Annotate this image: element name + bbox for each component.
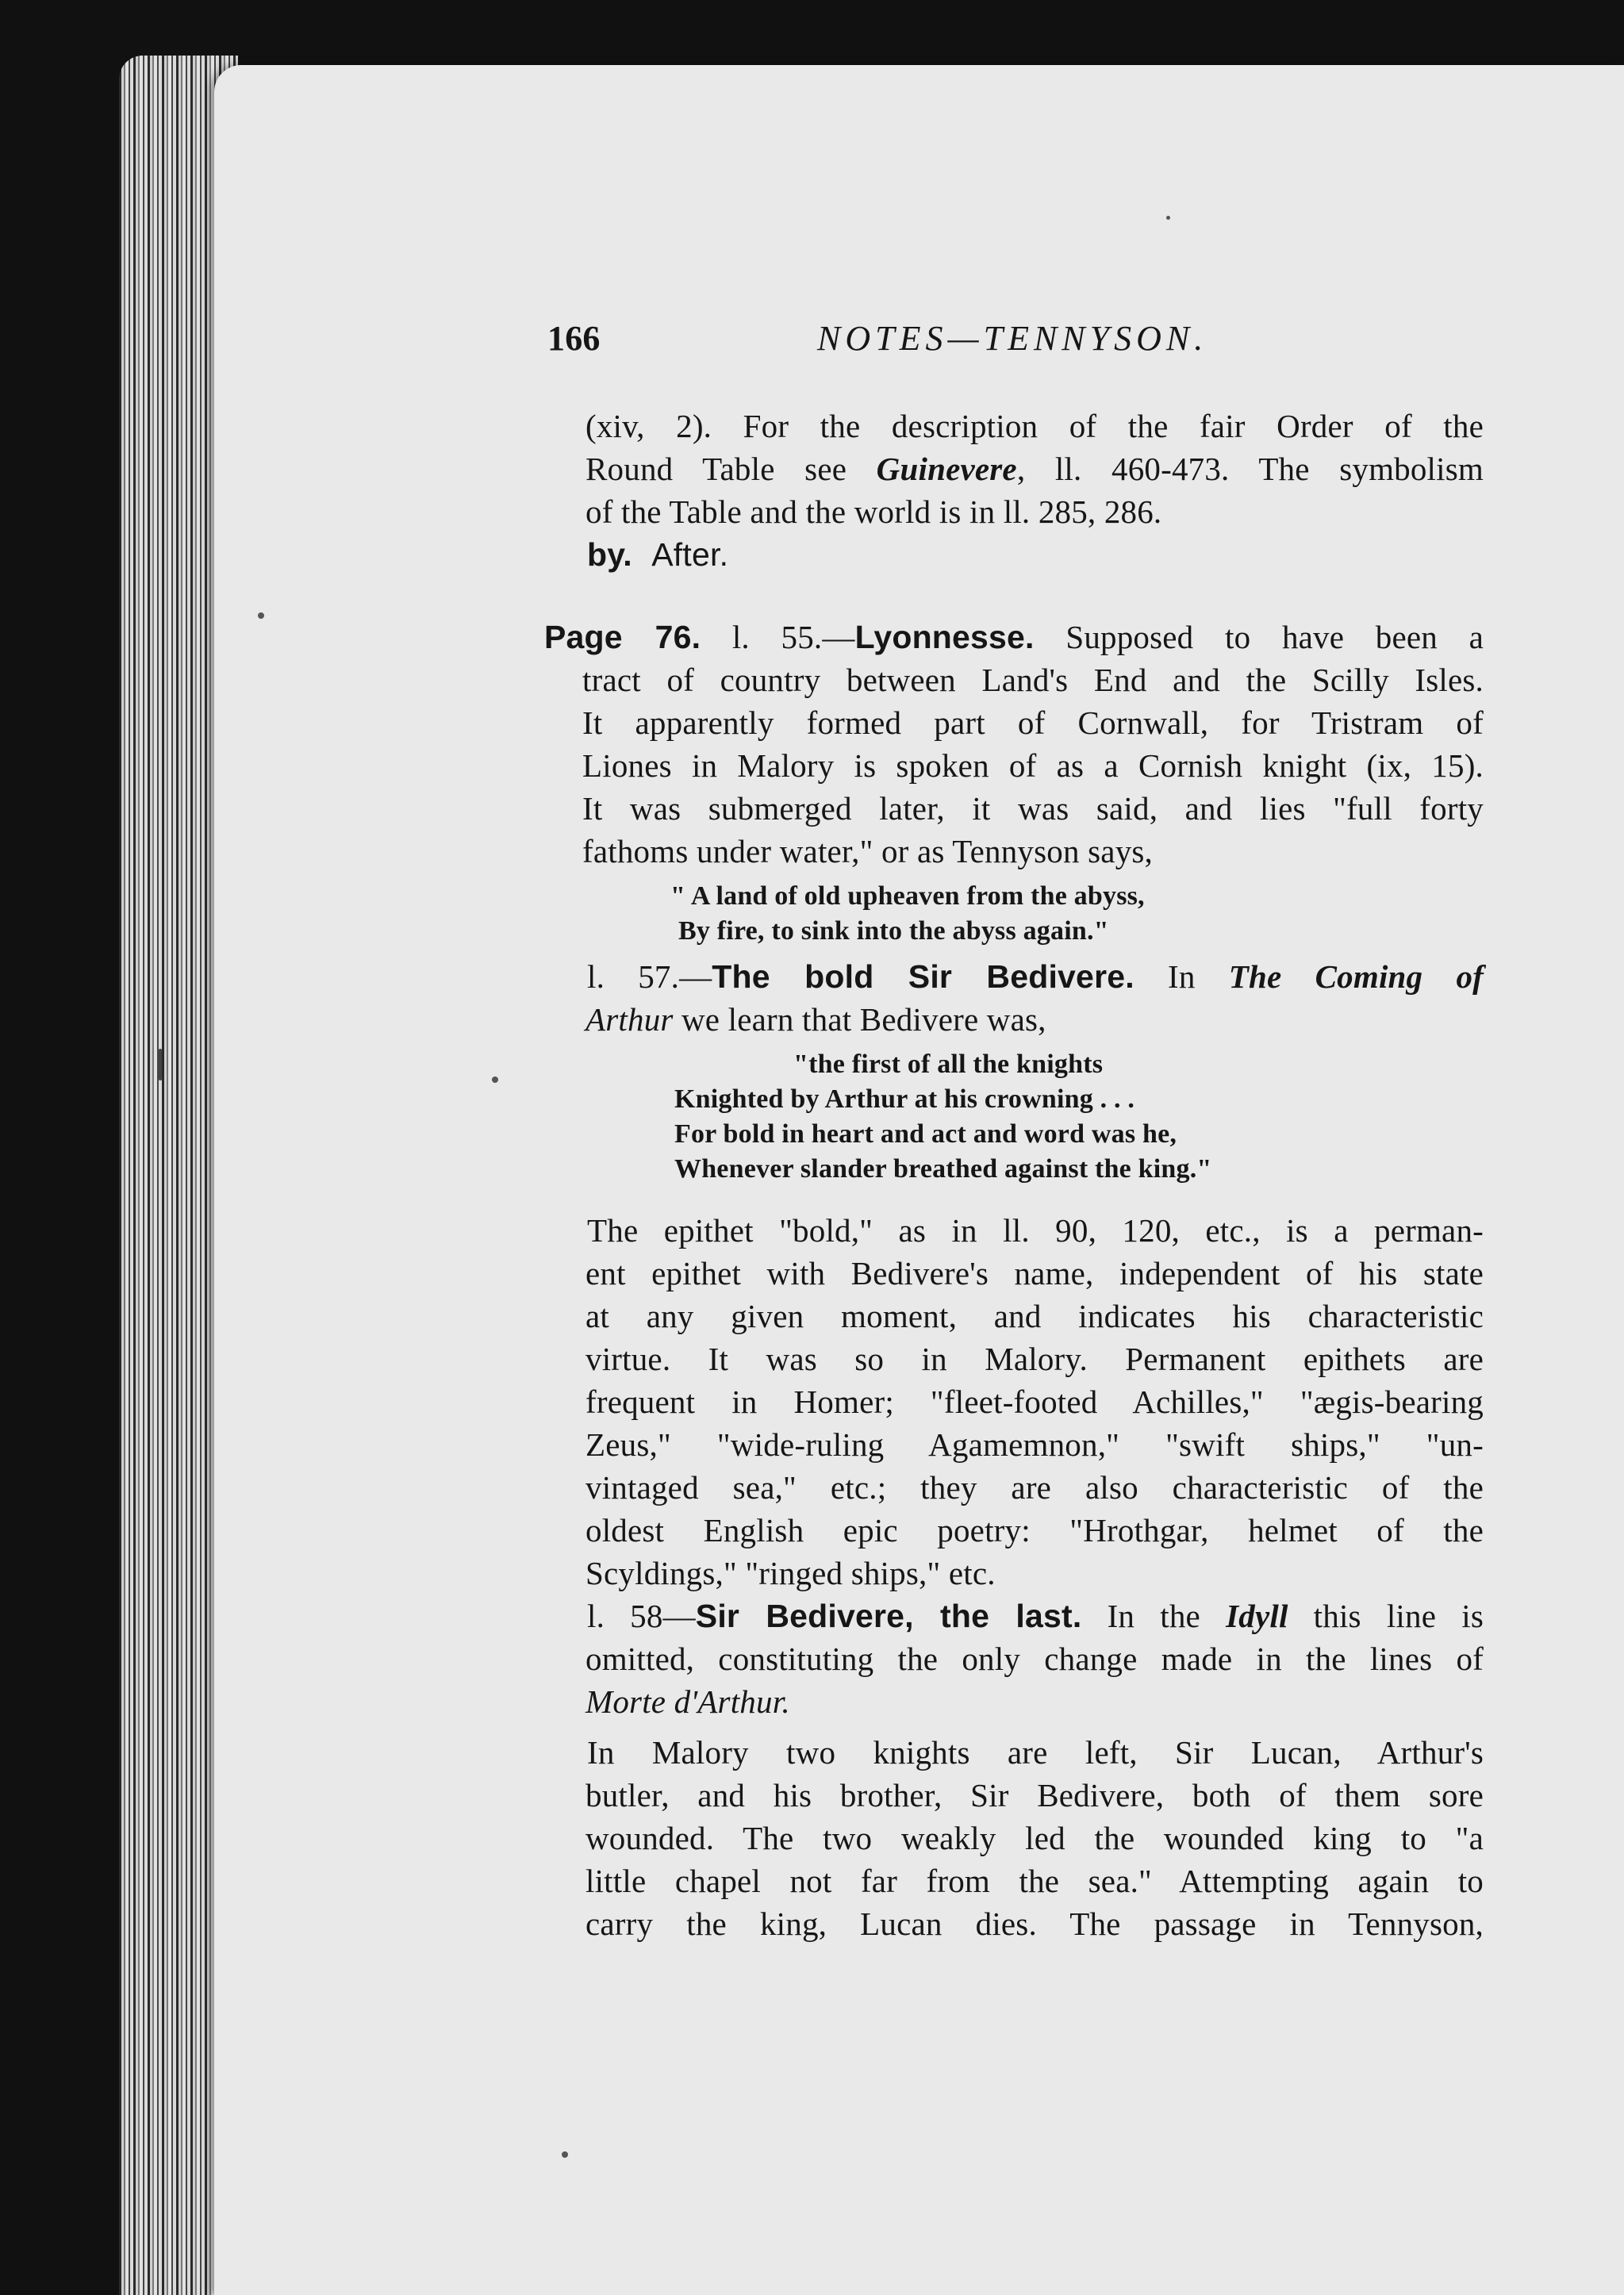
running-head	[547, 317, 1484, 373]
verse-quotation	[547, 1047, 1484, 1187]
page-reference: Page 76.	[544, 619, 701, 655]
text-line: ent epithet with Bedivere's name, independent of his state	[585, 1255, 1484, 1291]
italic-title: Guinevere	[876, 451, 1017, 487]
text-line	[547, 447, 1484, 490]
gloss-definition: After.	[651, 536, 729, 573]
text-line: Zeus," "wide-ruling Agamemnon," "swift ships," "un-	[585, 1426, 1484, 1463]
text-line: omitted, constituting the only change made in the lines of	[585, 1641, 1484, 1677]
text-line: carry the king, Lucan dies. The passage in Tennyson,	[585, 1905, 1484, 1942]
note-term: The bold Sir Bedivere.	[712, 958, 1134, 995]
scan-speck	[258, 612, 264, 619]
note-lyonnesse	[544, 616, 1484, 873]
note-epithet	[547, 1209, 1484, 1595]
text-line: wounded. The two weakly led the wounded king to "a	[585, 1820, 1484, 1856]
note-term: Sir Bedivere, the last.	[695, 1598, 1082, 1634]
paragraph-continuation	[547, 405, 1484, 533]
text-line: vintaged sea," etc.; they are also characteristic of the	[585, 1469, 1484, 1506]
text-run: In	[1168, 958, 1196, 995]
page-text	[544, 317, 1484, 1945]
text-line: of the Table and the world is in ll. 285, 286.	[585, 493, 1162, 530]
line-reference: l. 58—	[587, 1598, 696, 1634]
note-sir-bedivere-the-last	[547, 1595, 1484, 1723]
text-run: Round Table see	[585, 451, 877, 487]
text-line: little chapel not far from the sea." Attempting again to	[585, 1863, 1484, 1899]
verse-line: " A land of old upheaven from the abyss,	[670, 881, 1145, 911]
text-run: In the	[1107, 1598, 1227, 1634]
italic-title: The Coming of	[1228, 958, 1484, 995]
text-line	[547, 955, 1484, 998]
note-term: Lyonnesse.	[854, 619, 1035, 655]
text-run: Supposed to have been a	[1065, 619, 1484, 655]
verse-line: Knighted by Arthur at his crowning . . .	[674, 1084, 1135, 1114]
note-malory	[547, 1731, 1484, 1945]
verse-line: "the first of all the knights	[793, 1050, 1104, 1079]
note-bold-sir-bedivere	[547, 955, 1484, 1041]
scan-mark	[159, 1049, 162, 1080]
text-line: The epithet "bold," as in ll. 90, 120, etc., is a perman-	[587, 1212, 1484, 1249]
scan-speck	[562, 2151, 568, 2158]
line-reference: l. 55.—	[731, 619, 855, 655]
text-line: frequent in Homer; "fleet-footed Achilles," "ægis-bearing	[585, 1384, 1484, 1420]
page-number: 166	[547, 319, 601, 358]
italic-title: Arthur	[585, 1001, 674, 1038]
gloss-term: by.	[587, 536, 632, 573]
running-title: NOTES—TENNYSON.	[817, 319, 1208, 358]
text-line	[544, 616, 1484, 658]
text-line: fathoms under water," or as Tennyson says,	[582, 833, 1153, 869]
text-line: It apparently formed part of Cornwall, for Tristram of	[582, 704, 1484, 741]
text-run: we learn that Bedivere was,	[673, 1001, 1046, 1038]
italic-title: Morte d'Arthur.	[585, 1683, 790, 1720]
text-line: It was submerged later, it was said, and lies "full forty	[582, 790, 1484, 827]
verse-quotation	[547, 879, 1484, 949]
text-line: Scyldings," "ringed ships," etc.	[585, 1555, 996, 1591]
text-line: at any given moment, and indicates his characteristic	[585, 1298, 1484, 1334]
text-line: virtue. It was so in Malory. Permanent epithets are	[585, 1341, 1484, 1377]
text-run: this line is	[1288, 1598, 1484, 1634]
italic-title: Idyll	[1226, 1598, 1288, 1634]
verse-line: Whenever slander breathed against the king."	[674, 1154, 1212, 1184]
text-line: butler, and his brother, Sir Bedivere, both of them sore	[585, 1777, 1484, 1813]
text-line: tract of country between Land's End and the Scilly Isles.	[582, 662, 1484, 698]
verse-line: By fire, to sink into the abyss again."	[678, 916, 1109, 946]
text-line: In Malory two knights are left, Sir Lucan, Arthur's	[587, 1734, 1484, 1771]
text-line: Liones in Malory is spoken of as a Cornish knight (ix, 15).	[582, 747, 1484, 784]
text-line	[547, 1595, 1484, 1637]
verse-line: For bold in heart and act and word was he,	[674, 1119, 1177, 1149]
text-line	[547, 998, 1484, 1041]
scan-speck	[492, 1077, 498, 1083]
text-line: oldest English epic poetry: "Hrothgar, helmet of the	[585, 1512, 1484, 1549]
gloss-entry	[547, 533, 1484, 576]
line-reference: l. 57.—	[587, 958, 712, 995]
scan-speck	[1166, 216, 1170, 220]
text-run: , ll. 460-473. The symbolism	[1016, 451, 1484, 487]
text-line: (xiv, 2). For the description of the fair Order of the	[585, 408, 1484, 444]
